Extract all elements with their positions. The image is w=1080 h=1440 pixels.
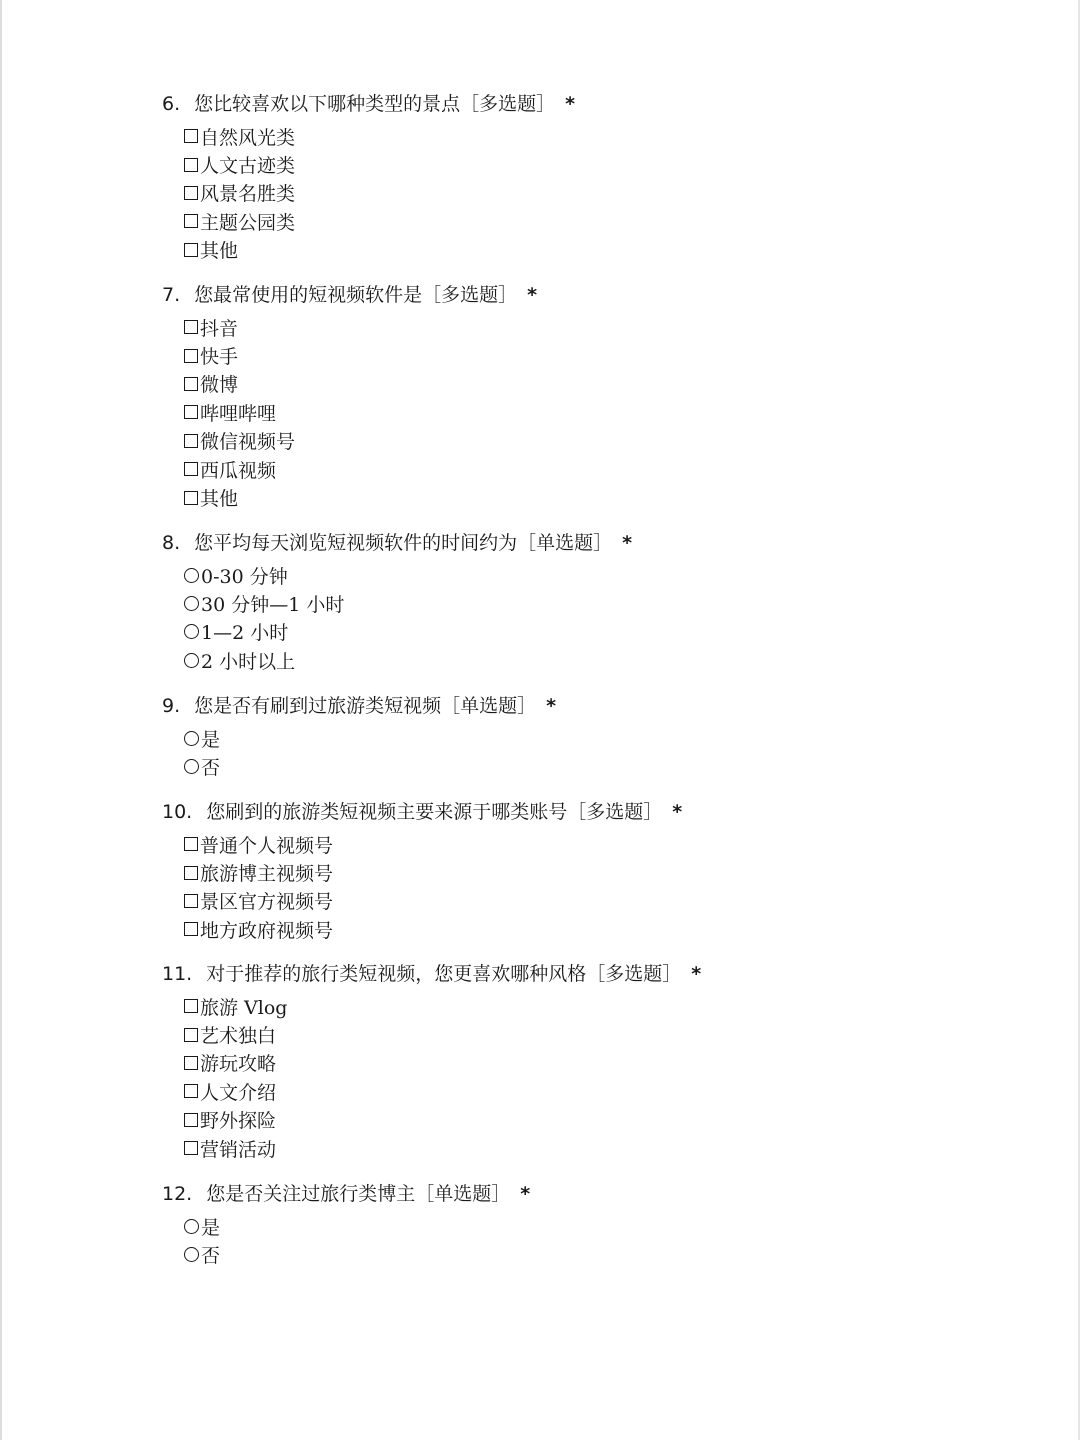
question-11 xyxy=(162,960,701,1162)
option-label: 否 xyxy=(201,1245,221,1268)
required-marker: * xyxy=(565,93,576,115)
option-label: 艺术独白 xyxy=(200,1025,277,1048)
checkbox-option[interactable] xyxy=(184,179,575,207)
question-title xyxy=(162,692,556,720)
radio-option[interactable] xyxy=(184,1212,530,1240)
checkbox-option[interactable] xyxy=(184,887,682,915)
option-label: 是 xyxy=(201,1216,221,1239)
checkbox-option[interactable] xyxy=(184,1020,701,1048)
checkbox-option[interactable] xyxy=(184,858,682,886)
option-label: 抖音 xyxy=(200,317,239,340)
checkbox-icon[interactable] xyxy=(184,1028,198,1042)
checkbox-icon[interactable] xyxy=(184,186,198,200)
checkbox-icon[interactable] xyxy=(184,1113,198,1127)
question-text: 您平均每天浏览短视频软件的时间约为［单选题］ xyxy=(194,532,613,554)
radio-option[interactable] xyxy=(184,561,632,589)
checkbox-option[interactable] xyxy=(184,1077,701,1105)
checkbox-option[interactable] xyxy=(184,207,575,235)
option-label: 旅游 Vlog xyxy=(200,996,288,1019)
checkbox-icon[interactable] xyxy=(184,129,198,143)
radio-option[interactable] xyxy=(184,646,632,674)
question-text: 您是否关注过旅行类博主［单选题］ xyxy=(206,1183,511,1205)
required-marker: * xyxy=(622,532,633,554)
option-list xyxy=(184,561,632,675)
checkbox-icon[interactable] xyxy=(184,434,198,448)
checkbox-option[interactable] xyxy=(184,1049,701,1077)
option-label: 自然风光类 xyxy=(200,126,296,149)
checkbox-icon[interactable] xyxy=(184,349,198,363)
question-number: 9. xyxy=(162,695,181,717)
checkbox-icon[interactable] xyxy=(184,866,198,880)
checkbox-icon[interactable] xyxy=(184,837,198,851)
checkbox-option[interactable] xyxy=(184,122,575,150)
option-label: 1—2 小时 xyxy=(201,622,289,645)
option-label: 其他 xyxy=(200,240,239,263)
checkbox-option[interactable] xyxy=(184,1134,701,1162)
question-number: 6. xyxy=(162,93,181,115)
checkbox-option[interactable] xyxy=(184,992,701,1020)
radio-option[interactable] xyxy=(184,724,556,752)
question-text: 您最常使用的短视频软件是［多选题］ xyxy=(194,284,518,306)
option-label: 人文介绍 xyxy=(200,1081,277,1104)
question-title xyxy=(162,90,575,118)
question-8 xyxy=(162,529,632,675)
question-number: 10. xyxy=(162,801,193,823)
option-label: 旅游博主视频号 xyxy=(200,863,334,886)
question-10 xyxy=(162,798,682,944)
question-title xyxy=(162,960,701,988)
radio-option[interactable] xyxy=(184,1240,530,1268)
option-list xyxy=(184,1212,530,1269)
checkbox-icon[interactable] xyxy=(184,405,198,419)
option-label: 野外探险 xyxy=(200,1110,277,1133)
radio-icon[interactable] xyxy=(184,568,199,583)
checkbox-icon[interactable] xyxy=(184,320,198,334)
checkbox-option[interactable] xyxy=(184,236,575,264)
checkbox-icon[interactable] xyxy=(184,377,198,391)
checkbox-option[interactable] xyxy=(184,313,537,341)
checkbox-icon[interactable] xyxy=(184,922,198,936)
radio-icon[interactable] xyxy=(184,624,199,639)
checkbox-icon[interactable] xyxy=(184,158,198,172)
option-label: 风景名胜类 xyxy=(200,183,296,206)
option-label: 否 xyxy=(201,757,221,780)
radio-icon[interactable] xyxy=(184,731,199,746)
option-label: 微信视频号 xyxy=(200,431,296,454)
option-label: 哔哩哔哩 xyxy=(200,402,277,425)
checkbox-option[interactable] xyxy=(184,150,575,178)
option-label: 地方政府视频号 xyxy=(200,919,334,942)
checkbox-icon[interactable] xyxy=(184,1141,198,1155)
checkbox-icon[interactable] xyxy=(184,999,198,1013)
question-text: 您比较喜欢以下哪种类型的景点［多选题］ xyxy=(194,93,556,115)
question-number: 8. xyxy=(162,532,181,554)
checkbox-icon[interactable] xyxy=(184,1056,198,1070)
required-marker: * xyxy=(527,284,538,306)
checkbox-option[interactable] xyxy=(184,341,537,369)
checkbox-option[interactable] xyxy=(184,427,537,455)
question-12 xyxy=(162,1180,530,1269)
radio-option[interactable] xyxy=(184,752,556,780)
question-text: 您是否有刷到过旅游类短视频［单选题］ xyxy=(194,695,537,717)
option-label: 是 xyxy=(201,728,221,751)
option-list xyxy=(184,313,537,512)
question-title xyxy=(162,798,682,826)
option-label: 其他 xyxy=(200,488,239,511)
checkbox-option[interactable] xyxy=(184,915,682,943)
option-label: 主题公园类 xyxy=(200,211,296,234)
radio-icon[interactable] xyxy=(184,596,199,611)
question-number: 12. xyxy=(162,1183,193,1205)
option-label: 2 小时以上 xyxy=(201,650,296,673)
option-label: 微博 xyxy=(200,374,239,397)
radio-icon[interactable] xyxy=(184,653,199,668)
option-label: 人文古迹类 xyxy=(200,155,296,178)
option-list xyxy=(184,724,556,781)
question-text: 您刷到的旅游类短视频主要来源于哪类账号［多选题］ xyxy=(206,801,663,823)
radio-icon[interactable] xyxy=(184,759,199,774)
option-label: 景区官方视频号 xyxy=(200,891,334,914)
radio-option[interactable] xyxy=(184,589,632,617)
option-list xyxy=(184,122,575,264)
question-title xyxy=(162,1180,530,1208)
checkbox-option[interactable] xyxy=(184,455,537,483)
question-7 xyxy=(162,281,537,512)
required-marker: * xyxy=(672,801,683,823)
option-label: 0-30 分钟 xyxy=(201,565,288,588)
checkbox-option[interactable] xyxy=(184,398,537,426)
checkbox-option[interactable] xyxy=(184,830,682,858)
checkbox-option[interactable] xyxy=(184,483,537,511)
radio-icon[interactable] xyxy=(184,1247,199,1262)
radio-icon[interactable] xyxy=(184,1219,199,1234)
checkbox-icon[interactable] xyxy=(184,1084,198,1098)
option-label: 普通个人视频号 xyxy=(200,834,334,857)
checkbox-icon[interactable] xyxy=(184,894,198,908)
required-marker: * xyxy=(691,963,702,985)
checkbox-option[interactable] xyxy=(184,370,537,398)
required-marker: * xyxy=(546,695,557,717)
checkbox-icon[interactable] xyxy=(184,243,198,257)
question-title xyxy=(162,529,632,557)
option-label: 30 分钟—1 小时 xyxy=(201,594,345,617)
checkbox-option[interactable] xyxy=(184,1106,701,1134)
radio-option[interactable] xyxy=(184,618,632,646)
option-label: 快手 xyxy=(200,346,239,369)
question-6 xyxy=(162,90,575,264)
option-label: 营销活动 xyxy=(200,1138,277,1161)
option-list xyxy=(184,992,701,1162)
checkbox-icon[interactable] xyxy=(184,491,198,505)
question-number: 11. xyxy=(162,963,193,985)
option-list xyxy=(184,830,682,944)
option-label: 西瓜视频 xyxy=(200,459,277,482)
question-number: 7. xyxy=(162,284,181,306)
question-9 xyxy=(162,692,556,781)
question-text: 对于推荐的旅行类短视频，您更喜欢哪种风格［多选题］ xyxy=(206,963,682,985)
required-marker: * xyxy=(520,1183,531,1205)
checkbox-icon[interactable] xyxy=(184,214,198,228)
checkbox-icon[interactable] xyxy=(184,462,198,476)
question-title xyxy=(162,281,537,309)
option-label: 游玩攻略 xyxy=(200,1053,277,1076)
